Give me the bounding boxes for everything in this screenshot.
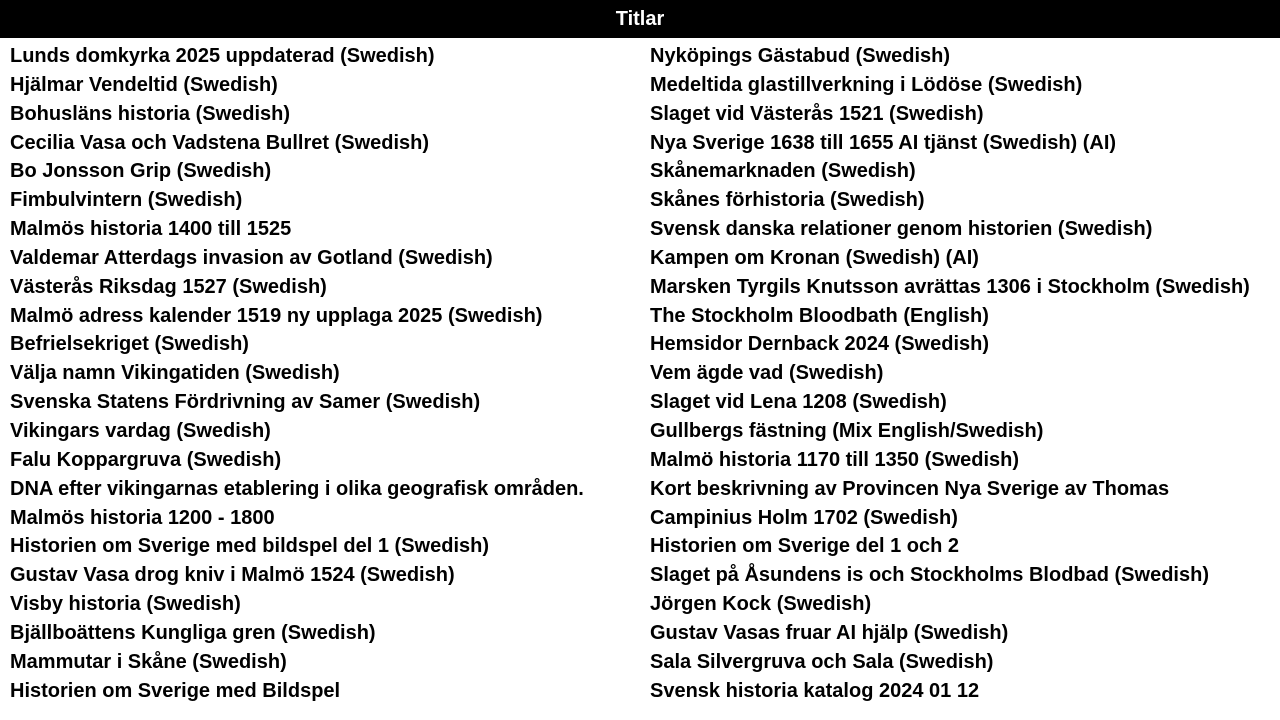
title-item[interactable]: Malmö adress kalender 1519 ny upplaga 2025 (Swedish) <box>10 304 543 327</box>
page-header <box>0 0 1280 38</box>
title-item[interactable]: Historien om Sverige del 1 och 2 <box>650 535 959 558</box>
title-item[interactable]: Svensk danska relationer genom historien (Swedish) <box>650 218 1153 241</box>
title-item[interactable]: Kampen om Kronan (Swedish) (AI) <box>650 246 979 269</box>
title-item[interactable]: Campinius Holm 1702 (Swedish) <box>650 506 958 529</box>
title-item[interactable]: Slaget på Åsundens is och Stockholms Blodbad (Swedish) <box>650 564 1209 587</box>
title-item[interactable]: Välja namn Vikingatiden (Swedish) <box>10 362 340 385</box>
title-item[interactable]: Hemsidor Dernback 2024 (Swedish) <box>650 333 990 356</box>
title-item[interactable]: Nya Sverige 1638 till 1655 AI tjänst (Swedish) (AI) <box>650 131 1117 154</box>
title-item[interactable]: Valdemar Atterdags invasion av Gotland (Swedish) <box>10 246 493 269</box>
title-item[interactable]: Historien om Sverige med Bildspel <box>10 679 341 702</box>
title-item[interactable]: Skånemarknaden (Swedish) <box>650 160 916 183</box>
title-item[interactable]: Malmös historia 1200 - 1800 <box>10 506 275 529</box>
title-item[interactable]: The Stockholm Bloodbath (English) <box>650 304 989 327</box>
title-item[interactable]: Hjälmar Vendeltid (Swedish) <box>10 73 278 96</box>
page-title: Titlar <box>615 7 665 30</box>
title-item[interactable]: Marsken Tyrgils Knutsson avrättas 1306 i Stockholm (Swedish) <box>650 275 1250 298</box>
title-item[interactable]: Västerås Riksdag 1527 (Swedish) <box>10 275 327 298</box>
title-item[interactable]: Bohusläns historia (Swedish) <box>10 102 291 125</box>
title-item[interactable]: Historien om Sverige med bildspel del 1 (Swedish) <box>10 535 490 558</box>
title-item[interactable]: Mammutar i Skåne (Swedish) <box>10 650 287 673</box>
title-item[interactable]: Cecilia Vasa och Vadstena Bullret (Swedish) <box>10 131 430 154</box>
title-item[interactable]: Visby historia (Swedish) <box>10 593 241 616</box>
titles-column-right <box>650 42 1275 705</box>
title-item[interactable]: Jörgen Kock (Swedish) <box>650 593 872 616</box>
title-item[interactable]: Svenska Statens Fördrivning av Samer (Swedish) <box>10 391 481 414</box>
title-item[interactable]: Slaget vid Västerås 1521 (Swedish) <box>650 102 984 125</box>
title-item[interactable]: Kort beskrivning av Provincen Nya Sverige av Thomas <box>650 477 1170 500</box>
title-item[interactable]: Nyköpings Gästabud (Swedish) <box>650 45 951 67</box>
title-item[interactable]: Svensk historia katalog 2024 01 12 <box>650 679 980 702</box>
title-item[interactable]: DNA efter vikingarnas etablering i olika geografisk områden. <box>10 477 584 500</box>
title-item[interactable]: Vem ägde vad (Swedish) <box>650 362 884 385</box>
title-item[interactable]: Bo Jonsson Grip (Swedish) <box>10 160 272 183</box>
title-item[interactable]: Befrielsekriget (Swedish) <box>10 333 249 356</box>
title-item[interactable]: Medeltida glastillverkning i Lödöse (Swedish) <box>650 73 1083 96</box>
title-item[interactable]: Sala Silvergruva och Sala (Swedish) <box>650 650 994 673</box>
title-item[interactable]: Gustav Vasa drog kniv i Malmö 1524 (Swedish) <box>10 564 455 587</box>
title-item[interactable]: Falu Koppargruva (Swedish) <box>10 448 282 471</box>
title-item[interactable]: Bjällboättens Kungliga gren (Swedish) <box>10 621 376 644</box>
title-item[interactable]: Vikingars vardag (Swedish) <box>10 419 271 442</box>
title-item[interactable]: Skånes förhistoria (Swedish) <box>650 189 925 212</box>
title-item[interactable]: Gullbergs fästning (Mix English/Swedish) <box>650 419 1044 442</box>
title-item[interactable]: Malmös historia 1400 till 1525 <box>10 218 292 241</box>
title-item[interactable]: Fimbulvintern (Swedish) <box>10 189 243 212</box>
titles-column-left <box>10 42 630 705</box>
title-item[interactable]: Lunds domkyrka 2025 uppdaterad (Swedish) <box>10 45 435 67</box>
title-item[interactable]: Malmö historia 1170 till 1350 (Swedish) <box>650 448 1020 471</box>
titles-list <box>0 38 1280 720</box>
title-item[interactable]: Gustav Vasas fruar AI hjälp (Swedish) <box>650 621 1009 644</box>
title-item[interactable]: Slaget vid Lena 1208 (Swedish) <box>650 391 947 414</box>
